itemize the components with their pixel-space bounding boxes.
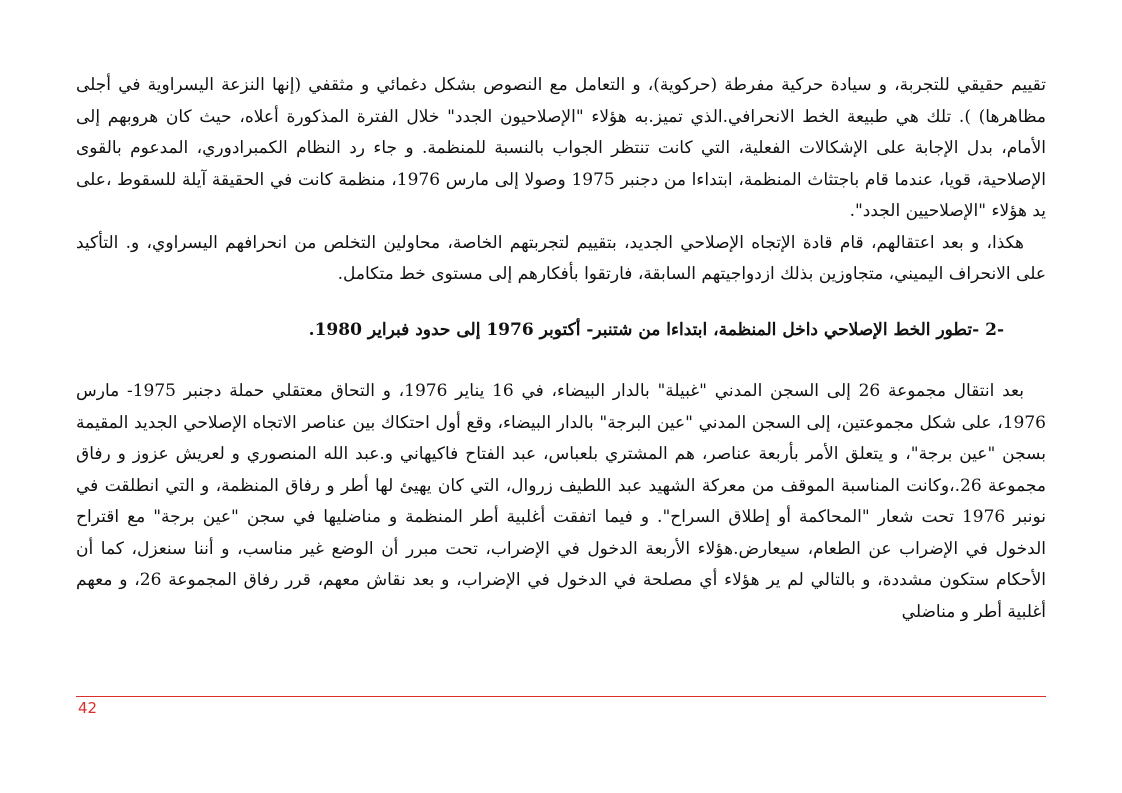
section-heading: -2 -تطور الخط الإصلاحي داخل المنظمة، ابتداءا من شتنبر- أكتوبر 1976 إلى حدود فبراير 1980.: [308, 319, 1004, 340]
page-number: 42: [78, 699, 98, 717]
paragraph-2: هكذا، و بعد اعتقالهم، قام قادة الإتجاه الإصلاحي الجديد، بتقييم لتجربتهم الخاصة، محاولين التخلص من انحرافهم اليسراوي، و. التأكيد على الانحراف اليميني، متجاوزين بذلك ازدواجيتهم السابقة، فارتقوا بأفكارهم إلى مستوى خط متكامل.: [76, 232, 1046, 284]
paragraph-1: تقييم حقيقي للتجربة، و سيادة حركية مفرطة (حركوية)، و التعامل مع النصوص بشكل دغمائي و مثقفي (إنها النزعة اليسراوية في أجلى مظاهرها) ). تلك هي طبيعة الخط الانحرافي.الذي تميز.به هؤلاء "الإصلاحيون الجدد" خلال الفترة المذكورة أعلاه، حيث كان هروبهم إلى الأمام، بدل الإجابة على الإشكالات الفعلية، التي كانت تنتظر الجواب بالنسبة للمنظمة. و جاء رد النظام الكمبرادوري، المدعوم بالقوى الإصلاحية، قويا، عندما قام باجتثاث المنظمة، ابتداءا من دجنبر 1975 وصولا إلى مارس 1976، منظمة كانت في الحقيقة آيلة للسقوط ،على يد هؤلاء "الإصلاحيين الجدد".: [76, 75, 1046, 221]
document-body: [76, 70, 1046, 628]
paragraph-3: بعد انتقال مجموعة 26 إلى السجن المدني "غبيلة" بالدار البيضاء، في 16 يناير 1976، و التحاق معتقلي حملة دجنبر 1975- مارس 1976، على شكل مجموعتين، إلى السجن المدني "عين البرجة" بالدار البيضاء، وقع أول احتكاك بين عناصر الاتجاه الإصلاحي الجديد المقيمة بسجن "عين برجة"، و يتعلق الأمر بأربعة عناصر، هم المشتري بلعباس، عبد الفتاح فاكيهاني و.عبد الله المنصوري و لعريش عزوز و رفاق مجموعة 26.،وكانت المناسبة الموقف من معركة الشهيد عبد اللطيف زروال، التي كان يهيئ لها أطر و رفاق المنظمة، و التي انطلقت في نونبر 1976 تحت شعار "المحاكمة أو إطلاق السراح". و فيما اتفقت أغلبية أطر المنظمة و مناضليها في سجن "عين برجة" مع اقتراح الدخول في الإضراب عن الطعام، سيعارض.هؤلاء الأربعة الدخول في الإضراب، تحت مبرر أن الوضع غير مناسب، و أننا سنعزل، كما أن الأحكام ستكون مشددة، و بالتالي لم ير هؤلاء أي مصلحة في الدخول في الإضراب، و بعد نقاش معهم، قرر رفاق المجموعة 26، و معهم أغلبية أطر و مناضلي: [76, 381, 1046, 622]
footer-divider: [76, 696, 1046, 697]
